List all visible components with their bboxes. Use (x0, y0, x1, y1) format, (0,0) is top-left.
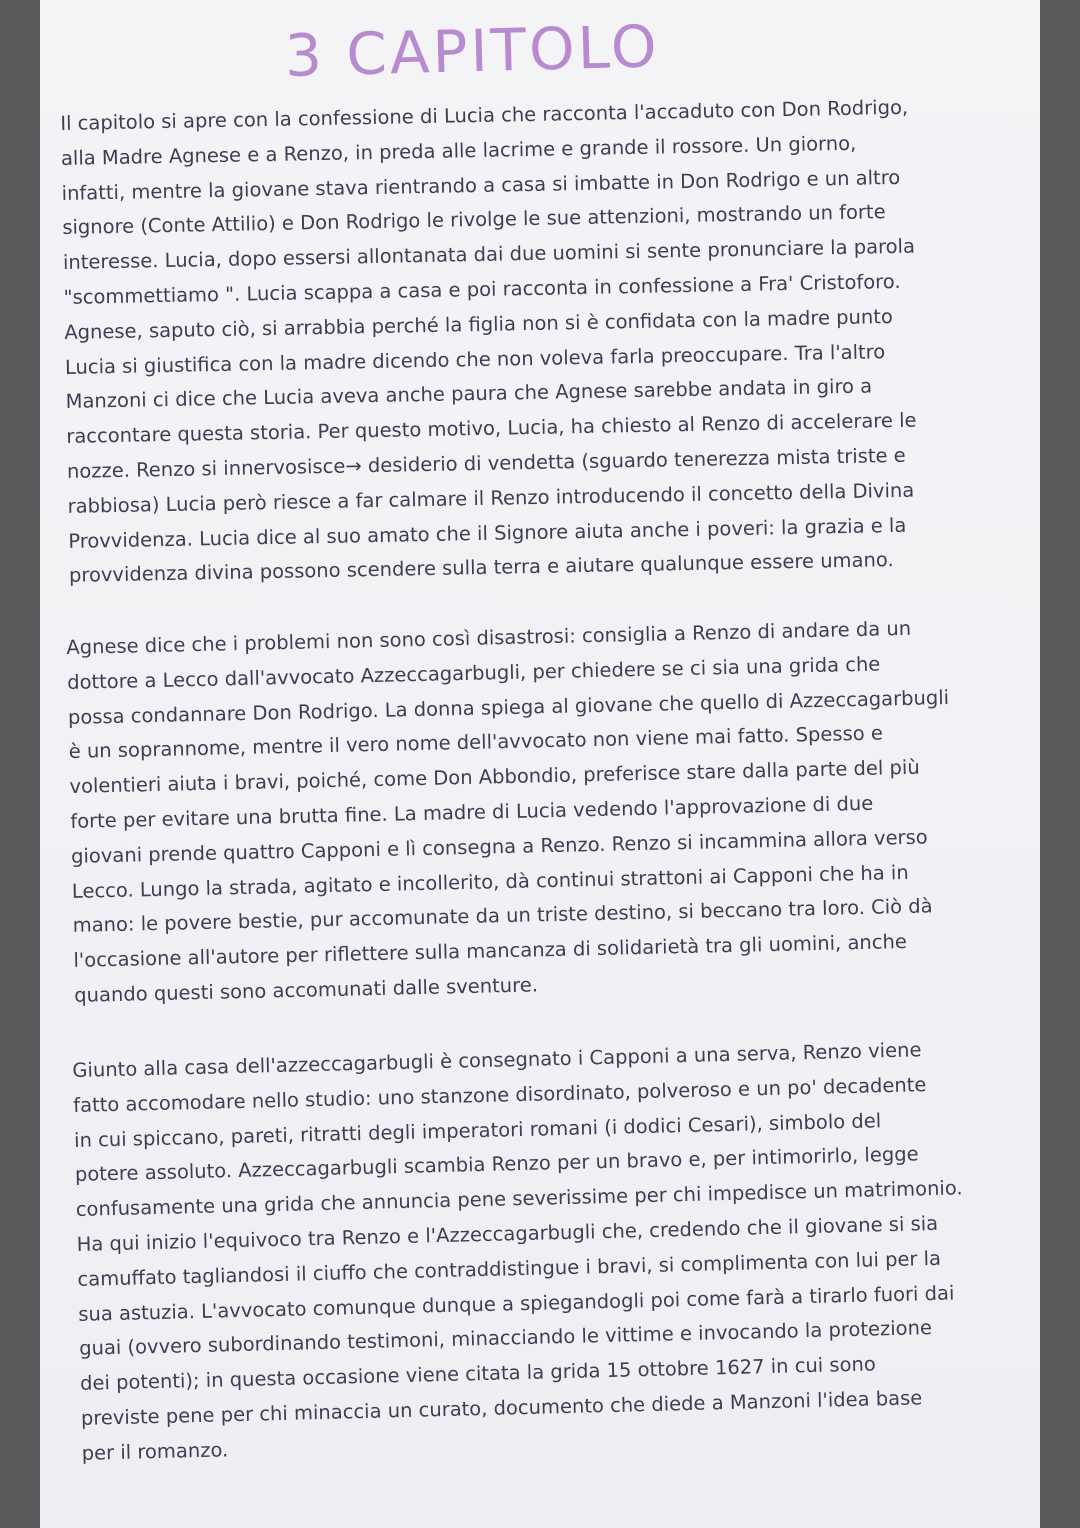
text-line: potere assoluto. Azzeccagarbugli scambia Renzo per un bravo e, per intimorirlo, legge (74, 1142, 919, 1187)
text-line: sua astuzia. L'avvocato comunque dunque a spiegandogli poi come farà a tirarlo fuori dai (78, 1281, 955, 1326)
paragraph-1 (60, 89, 999, 594)
text-line: quando questi sono accomunati dalle sventure. (74, 973, 539, 1007)
paragraph-3 (72, 1031, 1012, 1471)
text-line: guai (ovvero subordinando testimoni, minacciando le vittime e invocando la protezione (78, 1316, 933, 1361)
text-line: volentieri aiuta i bravi, poiché, come Don Abbondio, preferisce stare dalla parte del più (69, 755, 920, 799)
text-line: è un soprannome, mentre il vero nome dell'avvocato non viene mai fatto. Spesso e (68, 721, 884, 764)
text-line: l'occasione all'autore per riflettere sulla mancanza di solidarietà tra gli uomini, anche (73, 930, 908, 973)
text-line: interesse. Lucia, dopo essersi allontanata dai due uomini si sente pronunciare la parola (62, 234, 916, 275)
text-line: previste pene per chi minaccia un curato, documento che diede a Manzoni l'idea base (80, 1386, 923, 1430)
text-line: Agnese, saputo ciò, si arrabbia perché la figlia non si è confidata con la madre punto (64, 304, 894, 344)
text-line: provvidenza divina possono scendere sulla terra e aiutare qualunque essere umano. (68, 548, 894, 588)
text-line: Il capitolo si apre con la confessione di Lucia che racconta l'accaduto con Don Rodrigo, (60, 95, 909, 135)
text-line: rabbiosa) Lucia però riesce a far calmare il Renzo introducendo il concetto della Divina (67, 478, 915, 518)
text-line: alla Madre Agnese e a Renzo, in preda alle lacrime e grande il rossore. Un giorno, (60, 131, 857, 170)
text-line: giovani prende quattro Capponi e lì consegna a Renzo. Renzo si incammina allora verso (70, 825, 928, 868)
text-line: dottore a Lecco dall'avvocato Azzeccagarbugli, per chiedere se ci sia una grida che (66, 652, 881, 694)
text-line: nozze. Renzo si innervosisce→ desiderio di vendetta (sguardo tenerezza mista triste e (66, 443, 906, 483)
text-line: signore (Conte Attilio) e Don Rodrigo le rivolge le sue attenzioni, mostrando un forte (62, 200, 886, 240)
text-line: Lecco. Lungo la strada, agitato e incollerito, dà continui strattoni ai Capponi che ha in (71, 860, 909, 903)
text-line: forte per evitare una brutta fine. La madre di Lucia vedendo l'approvazione di due (70, 791, 874, 833)
text-line: mano: le povere bestie, pur accomunate da un triste destino, si beccano tra loro. Ciò dà (72, 894, 933, 938)
text-line: Giunto alla casa dell'azzeccagarbugli è consegnato i Capponi a una serva, Renzo viene (72, 1038, 922, 1082)
text-line: "scommettiamo ". Lucia scappa a casa e poi racconta in confessione a Fra' Cristoforo. (63, 269, 901, 309)
text-line: raccontare questa storia. Per questo motivo, Lucia, ha chiesto al Renzo di accelerare le (66, 408, 917, 449)
text-line: in cui spiccano, pareti, ritratti degli imperatori romani (i dodici Cesari), simbolo del (73, 1108, 882, 1152)
text-line: camuffato tagliandosi il ciuffo che contraddistingue i bravi, si complimenta con lui per la (77, 1246, 942, 1291)
text-line: confusamente una grida che annuncia pene severissime per chi impedisce un matrimonio. (75, 1176, 963, 1222)
text-line: possa condannare Don Rodrigo. La donna spiega al giovane che quello di Azzeccagarbugli (67, 685, 950, 729)
text-line: fatto accomodare nello studio: uno stanzone disordinato, polveroso e un po' decadente (72, 1072, 927, 1117)
text-line: Manzoni ci dice che Lucia aveva anche paura che Agnese sarebbe andata in giro a (65, 374, 873, 414)
text-line: dei potenti); in questa occasione viene citata la grida 15 ottobre 1627 in cui sono (79, 1352, 877, 1396)
text-line: Provvidenza. Lucia dice al suo amato che il Signore aiuta anche i poveri: la grazia e la (68, 513, 907, 553)
text-line: infatti, mentre la giovane stava rientrando a casa si imbatte in Don Rodrigo e un altro (61, 165, 901, 205)
paragraph-2 (66, 610, 1004, 1014)
text-line: Lucia si giustifica con la madre dicendo che non voleva farla preoccupare. Tra l'altro (64, 339, 886, 379)
notebook-page (40, 0, 1040, 1528)
text-line: Ha qui inizio l'equivoco tra Renzo e l'Azzeccagarbugli che, credendo che il giovane si sia (76, 1211, 939, 1256)
text-line: per il romanzo. (81, 1438, 229, 1465)
text-line: Agnese dice che i problemi non sono così disastrosi: consiglia a Renzo di andare da un (66, 616, 912, 659)
page-title: 3 CAPITOLO (284, 12, 661, 90)
